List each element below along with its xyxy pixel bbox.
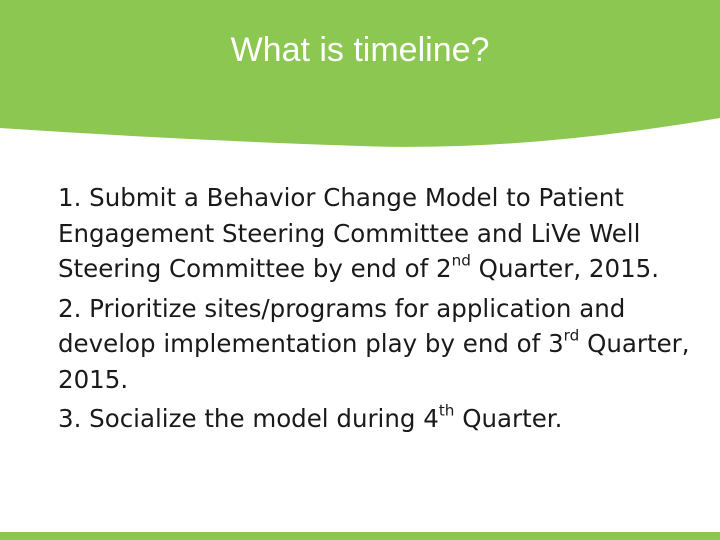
timeline-item-2: [58, 291, 698, 398]
timeline-item-3-text-end: Quarter.: [454, 404, 563, 433]
timeline-item-1-text-end: Quarter, 2015.: [470, 254, 660, 283]
timeline-item-3: [58, 401, 698, 437]
bottom-accent-bar: [0, 532, 720, 540]
timeline-item-1-sup: nd: [451, 251, 471, 270]
timeline-item-1: [58, 180, 698, 287]
header-wave-shape: [0, 0, 720, 160]
timeline-item-3-sup: th: [438, 401, 455, 420]
timeline-list: [58, 180, 698, 441]
timeline-item-3-text: 3. Socialize the model during 4: [58, 404, 439, 433]
timeline-item-2-text: 2. Prioritize sites/programs for application and develop implementation play by end of 3: [58, 293, 626, 358]
header-band: [0, 0, 720, 160]
timeline-item-1-text: 1. Submit a Behavior Change Model to Patient Engagement Steering Committee and LiVe Well Steering Committee by end of 2: [58, 183, 641, 283]
timeline-item-2-sup: rd: [563, 326, 580, 345]
slide-title: What is timeline?: [230, 31, 490, 69]
timeline-item-2-text-end: Quarter, 2015.: [58, 329, 690, 394]
